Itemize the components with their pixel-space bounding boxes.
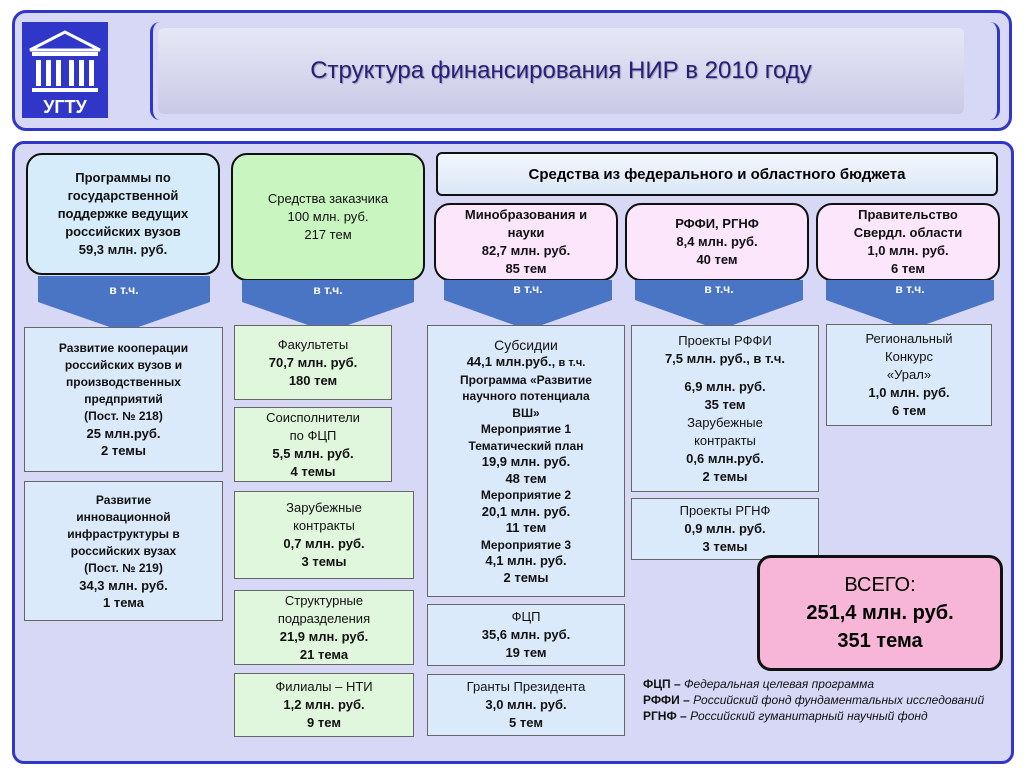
item-line: в т.ч.: [558, 357, 586, 369]
item-line: Мероприятие 3: [480, 537, 572, 552]
page-title: Структура финансирования НИР в 2010 году: [310, 57, 812, 84]
item-line: Гранты Президента: [466, 679, 586, 694]
item-line: 44,1 млн.руб.,: [466, 354, 556, 369]
item-line: 11 тем: [505, 520, 547, 535]
item-line: российских вузов и: [64, 358, 183, 372]
item-line: Программа «Развитие: [460, 372, 592, 387]
item-line: 1,2 млн. руб.: [283, 697, 365, 712]
item-line: предприятий: [84, 392, 163, 406]
ministry-line: 85 тем: [505, 261, 547, 276]
item-line: 34,3 млн. руб.: [79, 577, 168, 593]
item-line: 6,9 млн. руб.: [684, 378, 766, 394]
item-line: 4,1 млн. руб.: [485, 553, 567, 568]
item-line: 2 темы: [101, 443, 146, 458]
item-line: 35 тем: [704, 396, 746, 412]
region-arrow: [822, 280, 998, 330]
item-line: Факультеты: [277, 336, 349, 352]
item-line: 7,5 млн. руб., в т.ч.: [664, 350, 786, 366]
legend-key: ФЦП –: [643, 677, 681, 691]
programs-line: 59,3 млн. руб.: [78, 242, 168, 257]
item-line: Мероприятие 1: [480, 422, 572, 436]
item-line: (Пост. № 219): [84, 560, 163, 575]
item-line: 21 тема: [299, 646, 349, 662]
ministry-line: Минобразования и: [464, 207, 588, 222]
budget-header: [436, 152, 998, 196]
legend-key: РФФИ –: [643, 693, 690, 707]
rgnf-projects-box: [631, 498, 819, 560]
customer-item-foreign: [234, 491, 414, 579]
legend: [643, 676, 1013, 724]
customer-top-box: [231, 153, 425, 281]
item-line: инфраструктуры в: [67, 526, 180, 541]
item-line: Развитие кооперации: [58, 341, 189, 355]
item-line: «Урал»: [886, 367, 932, 382]
item-line: (Пост. № 218): [84, 409, 163, 423]
rffi-line: 40 тем: [696, 252, 738, 267]
item-line: 0,9 млн. руб.: [684, 521, 766, 536]
ministry-top-box: [434, 203, 618, 281]
legend-item-rgnf: [643, 708, 1013, 724]
item-line: 2 темы: [702, 468, 748, 484]
item-line: подразделения: [277, 610, 371, 626]
programs-item-cooperation: [24, 327, 223, 472]
region-top-box: [816, 203, 1000, 281]
item-line: Зарубежные: [687, 414, 763, 430]
rffi-projects-box: [631, 325, 819, 492]
region-contest-box: [826, 324, 992, 426]
item-line: Субсидии: [494, 337, 558, 353]
item-line: контракты: [293, 518, 355, 533]
item-line: [467, 354, 586, 372]
item-line: 35,6 млн. руб.: [481, 627, 571, 642]
item-line: Зарубежные: [286, 500, 362, 515]
item-line: Структурные: [284, 592, 364, 608]
legend-item-rffi: [643, 692, 1013, 708]
total-label: ВСЕГО:: [844, 574, 916, 596]
item-line: инновационной: [76, 509, 171, 524]
programs-top-box: [26, 153, 220, 275]
item-line: Проекты РФФИ: [678, 332, 772, 348]
programs-line: поддержке ведущих: [57, 206, 189, 221]
item-line: 19 тем: [505, 645, 547, 660]
item-line: 6 тем: [892, 403, 926, 418]
item-line: 0,7 млн. руб.: [283, 536, 365, 551]
item-line: 25 млн.руб.: [86, 426, 161, 441]
ministry-arrow: [440, 280, 616, 330]
ministry-line: 82,7 млн. руб.: [481, 243, 571, 258]
item-line: контракты: [694, 432, 756, 448]
item-line: Региональный: [865, 331, 953, 346]
programs-line: государственной: [67, 188, 179, 203]
total-amount: 251,4 млн. руб.: [806, 602, 954, 624]
region-line: Свердл. области: [853, 225, 963, 240]
customer-item-structural: [234, 590, 414, 665]
item-line: Соисполнители: [266, 409, 360, 425]
programs-item-innovation: [24, 481, 223, 621]
legend-key: РГНФ –: [643, 709, 687, 723]
ministry-fcp-box: [427, 604, 625, 666]
ministry-line: науки: [507, 225, 545, 240]
item-line: 1,0 млн. руб.: [868, 385, 950, 400]
customer-line: Средства заказчика: [267, 191, 389, 206]
item-line: 9 тем: [307, 715, 341, 730]
item-line: 20,1 млн. руб.: [481, 503, 571, 519]
rffi-top-box: [625, 203, 809, 281]
legend-value: Российский фонд фундаментальных исследований: [693, 693, 985, 707]
rffi-line: РФФИ, РГНФ: [675, 216, 759, 231]
customer-item-branches: [234, 673, 414, 737]
legend-value: Российский гуманитарный научный фонд: [690, 709, 928, 723]
ministry-subsidies-box: [427, 325, 625, 597]
item-line: Мероприятие 2: [480, 488, 572, 502]
item-line: 1 тема: [103, 594, 144, 610]
item-line: 48 тем: [505, 470, 547, 486]
svg-text:в т.ч.: в т.ч.: [513, 282, 543, 296]
region-line: 6 тем: [891, 261, 925, 276]
item-line: 5 тем: [509, 715, 543, 730]
item-line: 70,7 млн. руб.: [268, 354, 358, 370]
item-line: Тематический план: [468, 438, 584, 453]
item-line: 3,0 млн. руб.: [485, 697, 567, 712]
programs-arrow: [34, 276, 214, 332]
customer-item-faculties: [234, 325, 392, 400]
item-line: 0,6 млн.руб.: [686, 450, 764, 466]
title-panel: [158, 28, 964, 114]
programs-line: российских вузов: [65, 224, 181, 239]
ugtu-logo: [20, 20, 110, 120]
customer-line: 217 тем: [304, 227, 352, 242]
region-line: 1,0 млн. руб.: [867, 243, 949, 258]
svg-text:в т.ч.: в т.ч.: [895, 282, 925, 296]
customer-line: 100 млн. руб.: [287, 209, 369, 224]
item-line: Филиалы – НТИ: [275, 679, 373, 694]
svg-text:в т.ч.: в т.ч.: [704, 282, 734, 296]
item-line: Проекты РГНФ: [679, 503, 771, 518]
item-line: 2 темы: [503, 569, 549, 585]
svg-text:УГТУ: УГТУ: [43, 97, 87, 117]
item-line: 3 темы: [702, 539, 748, 554]
item-line: ВШ»: [512, 405, 540, 420]
rffi-line: 8,4 млн. руб.: [676, 234, 758, 249]
region-line: Правительство: [858, 207, 958, 222]
item-line: Развитие: [95, 492, 152, 507]
item-line: 19,9 млн. руб.: [481, 454, 571, 469]
total-box: [757, 555, 1003, 671]
item-line: научного потенциала: [462, 389, 590, 403]
item-line: 5,5 млн. руб.: [272, 445, 354, 461]
svg-text:в т.ч.: в т.ч.: [313, 283, 343, 297]
item-line: 21,9 млн. руб.: [279, 628, 369, 644]
programs-line: Программы по: [75, 170, 171, 185]
budget-header-label: Средства из федерального и областного бюджета: [528, 165, 906, 183]
item-line: Конкурс: [885, 349, 933, 364]
ministry-grants-box: [427, 674, 625, 736]
item-line: 4 темы: [290, 463, 336, 479]
svg-text:в т.ч.: в т.ч.: [109, 283, 139, 297]
item-line: 3 темы: [301, 554, 347, 569]
item-line: 180 тем: [288, 372, 338, 388]
item-line: по ФЦП: [289, 427, 337, 443]
item-line: производственных: [66, 375, 181, 389]
legend-item-fcp: [643, 676, 1013, 692]
item-line: ФЦП: [511, 609, 541, 624]
legend-value: Федеральная целевая программа: [683, 677, 875, 691]
rffi-arrow: [631, 280, 807, 330]
total-topics: 351 тема: [837, 630, 923, 652]
item-line: российских вузах: [70, 543, 177, 558]
customer-item-coexecutors: [234, 407, 392, 482]
